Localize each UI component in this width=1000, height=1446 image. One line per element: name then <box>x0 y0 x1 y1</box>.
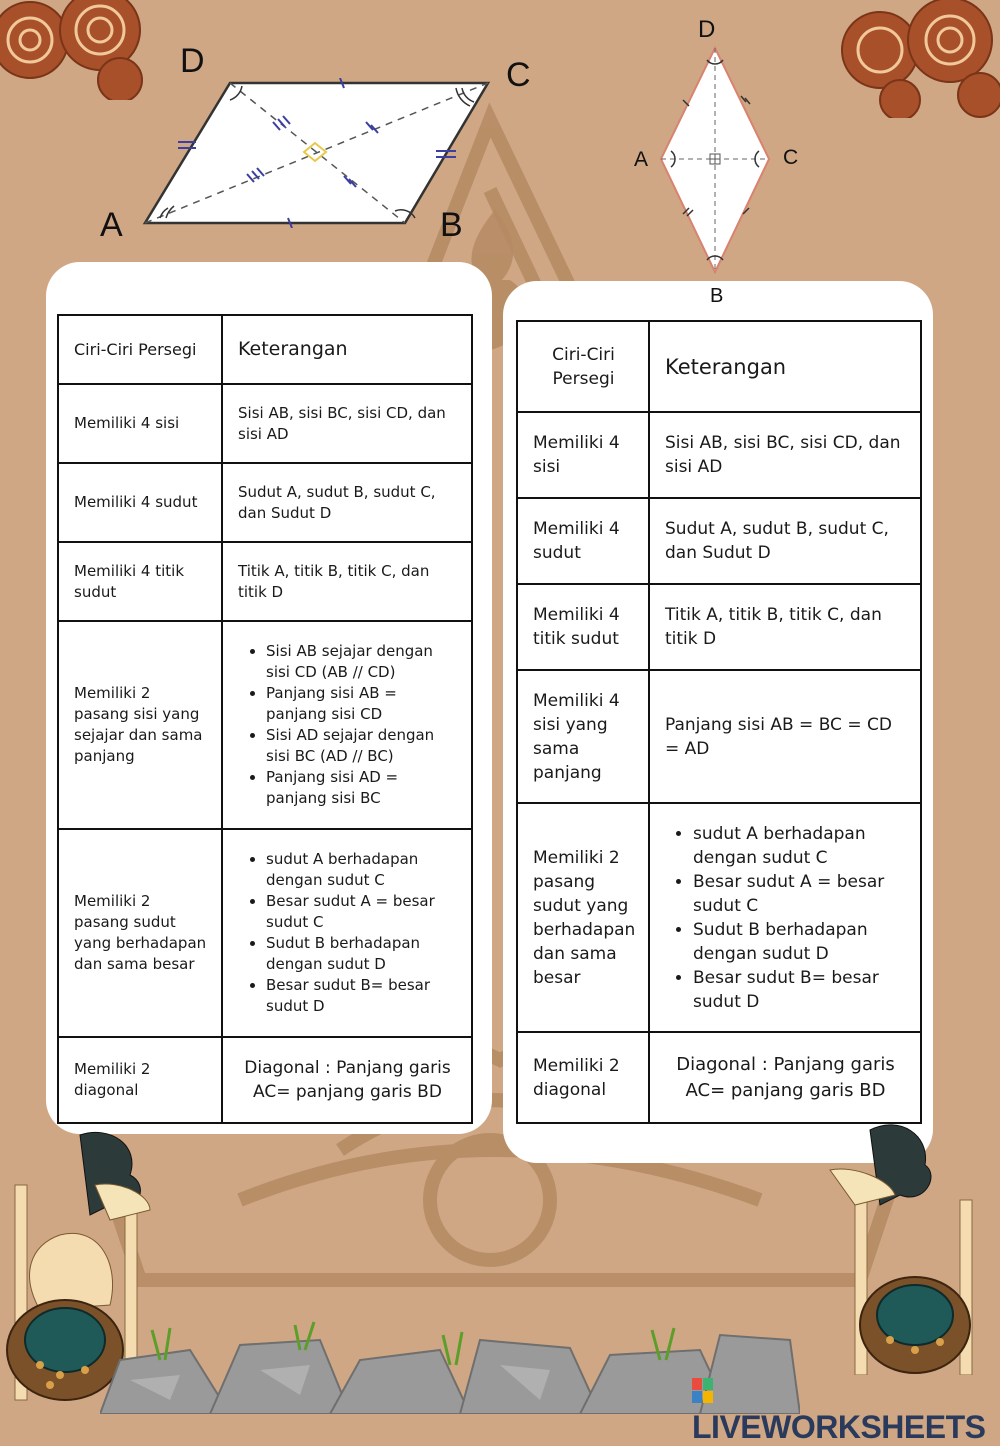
list-item: • Sudut B berhadapan dengan sudut D <box>693 918 906 966</box>
description-cell: Panjang sisi AB = BC = CD = AD <box>649 670 921 803</box>
feature-cell: Memiliki 4 sudut <box>58 463 222 542</box>
liveworksheets-icon <box>692 1378 714 1404</box>
table-header-row <box>58 315 472 384</box>
table-row <box>58 621 472 829</box>
table-header-row <box>517 321 921 412</box>
table-row <box>517 584 921 670</box>
right-card <box>503 281 933 1163</box>
table-row <box>517 498 921 584</box>
rhombus-label-a: A <box>634 148 649 171</box>
description-cell: Titik A, titik B, titik C, dan titik D <box>222 542 472 621</box>
feature-cell: Memiliki 2 pasang sudut yang berhadapan dan sama besar <box>58 829 222 1037</box>
list-item: • Panjang sisi AD = panjang sisi BC <box>266 767 457 809</box>
list-item: • Besar sudut A = besar sudut C <box>693 870 906 918</box>
vertex-label-b: B <box>440 206 463 244</box>
left-properties-table <box>57 314 473 1124</box>
feature-cell: Memiliki 4 titik sudut <box>517 584 649 670</box>
feature-cell: Memiliki 4 sisi <box>517 412 649 498</box>
description-cell: Sisi AB, sisi BC, sisi CD, dan sisi AD <box>222 384 472 463</box>
table-row <box>517 803 921 1032</box>
table-row <box>58 542 472 621</box>
feature-cell: Memiliki 4 sisi <box>58 384 222 463</box>
description-cell: Titik A, titik B, titik C, dan titik D <box>649 584 921 670</box>
logo-text: LIVEWORKSHEETS <box>692 1409 986 1445</box>
list-item: • Sudut B berhadapan dengan sudut D <box>266 933 457 975</box>
list-item: • Besar sudut B= besar sudut D <box>693 966 906 1014</box>
header-feature: Ciri-Ciri Persegi <box>517 321 649 412</box>
description-cell <box>649 803 921 1032</box>
rhombus-label-b: B <box>710 285 724 307</box>
table-row <box>517 412 921 498</box>
list-item: • Besar sudut A = besar sudut C <box>266 891 457 933</box>
header-description: Keterangan <box>649 321 921 412</box>
batik-ornament-top-right <box>840 0 1000 118</box>
description-cell: Sudut A, sudut B, sudut C, dan Sudut D <box>222 463 472 542</box>
vertex-label-d: D <box>180 42 205 80</box>
batik-ornament-top-left <box>0 0 150 100</box>
list-item: • sudut A berhadapan dengan sudut C <box>266 849 457 891</box>
rhombus-label-d: D <box>698 16 716 43</box>
feature-cell: Memiliki 2 pasang sudut yang berhadapan dan sama besar <box>517 803 649 1032</box>
table-row <box>58 384 472 463</box>
table-row <box>58 829 472 1037</box>
bullet-list <box>665 822 906 1014</box>
description-cell: Diagonal : Panjang garis AC= panjang garis BD <box>649 1032 921 1123</box>
header-feature: Ciri-Ciri Persegi <box>58 315 222 384</box>
description-cell: Sisi AB, sisi BC, sisi CD, dan sisi AD <box>649 412 921 498</box>
feature-cell: Memiliki 4 titik sudut <box>58 542 222 621</box>
list-item: • Sisi AD sejajar dengan sisi BC (AD // BC) <box>266 725 457 767</box>
description-cell: Diagonal : Panjang garis AC= panjang garis BD <box>222 1037 472 1123</box>
description-cell: Sudut A, sudut B, sudut C, dan Sudut D <box>649 498 921 584</box>
rhombus-figure <box>655 44 775 276</box>
left-card <box>46 262 492 1134</box>
bullet-list <box>238 849 457 1017</box>
list-item: • Besar sudut B= besar sudut D <box>266 975 457 1017</box>
vertex-label-a: A <box>100 206 123 244</box>
feature-cell: Memiliki 2 diagonal <box>517 1032 649 1123</box>
right-properties-table <box>516 320 922 1124</box>
bullet-list <box>238 641 457 809</box>
feature-cell: Memiliki 2 diagonal <box>58 1037 222 1123</box>
header-description: Keterangan <box>222 315 472 384</box>
liveworksheets-logo <box>692 1372 1000 1446</box>
rhombus-label-c: C <box>783 146 799 169</box>
feature-cell: Memiliki 4 sisi yang sama panjang <box>517 670 649 803</box>
table-row <box>517 670 921 803</box>
list-item: • sudut A berhadapan dengan sudut C <box>693 822 906 870</box>
description-cell <box>222 829 472 1037</box>
wayang-figure-right <box>810 1120 995 1375</box>
table-row <box>517 1032 921 1123</box>
feature-cell: Memiliki 2 pasang sisi yang sejajar dan sama panjang <box>58 621 222 829</box>
feature-cell: Memiliki 4 sudut <box>517 498 649 584</box>
table-row <box>58 1037 472 1123</box>
list-item: • Panjang sisi AB = panjang sisi CD <box>266 683 457 725</box>
vertex-label-c: C <box>506 56 531 94</box>
table-row <box>58 463 472 542</box>
list-item: • Sisi AB sejajar dengan sisi CD (AB // CD) <box>266 641 457 683</box>
description-cell <box>222 621 472 829</box>
